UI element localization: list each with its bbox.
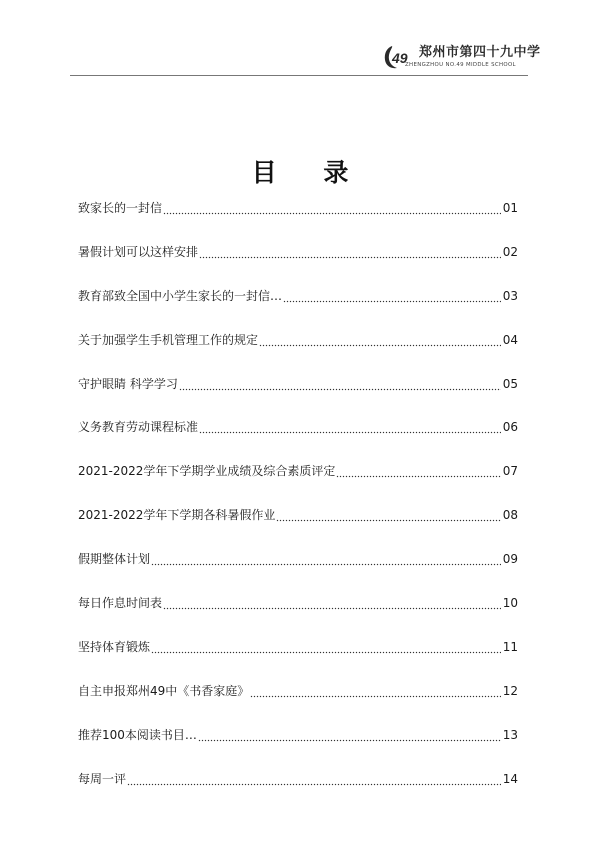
toc-entry-title: 推荐100本阅读书目… xyxy=(78,727,197,742)
toc-dot-leader xyxy=(151,552,501,566)
toc-dot-leader xyxy=(151,640,501,654)
school-name-en: ZHENGZHOU NO.49 MIDDLE SCHOOL xyxy=(405,62,516,68)
toc-dot-leader xyxy=(179,377,501,391)
toc-entry-title: 2021-2022学年下学期各科暑假作业 xyxy=(78,508,276,523)
toc-dot-leader xyxy=(163,596,501,610)
toc-entry xyxy=(78,757,518,801)
toc-entry-page: 14 xyxy=(502,771,518,786)
toc-dot-leader xyxy=(336,464,500,478)
toc-entry xyxy=(78,362,518,406)
toc-entry-page: 11 xyxy=(502,639,518,654)
toc-entry-page: 12 xyxy=(502,683,518,698)
toc-entry-title: 坚持体育锻炼 xyxy=(78,639,151,654)
toc-entry-page: 08 xyxy=(502,508,518,523)
toc-entry-page: 13 xyxy=(502,727,518,742)
school-name-cn: 郑州市第四十九中学 xyxy=(419,45,541,60)
toc-entry-title: 义务教育劳动课程标准 xyxy=(78,420,199,435)
table-of-contents xyxy=(78,186,518,800)
toc-dot-leader xyxy=(250,684,500,698)
toc-dot-leader xyxy=(198,728,501,742)
toc-entry-title: 关于加强学生手机管理工作的规定 xyxy=(78,332,259,347)
toc-entry xyxy=(78,713,518,757)
toc-entry xyxy=(78,449,518,493)
toc-entry xyxy=(78,581,518,625)
toc-dot-leader xyxy=(127,772,501,786)
toc-entry xyxy=(78,493,518,537)
toc-entry xyxy=(78,537,518,581)
logo-number: 49 xyxy=(392,50,408,66)
toc-entry-title: 教育部致全国中小学生家长的一封信… xyxy=(78,288,283,303)
toc-entry-page: 03 xyxy=(502,288,518,303)
toc-dot-leader xyxy=(163,201,501,215)
toc-dot-leader xyxy=(259,333,501,347)
toc-entry-title: 2021-2022学年下学期学业成绩及综合素质评定 xyxy=(78,464,336,479)
toc-entry-page: 04 xyxy=(502,332,518,347)
toc-entry-title: 自主申报郑州49中《书香家庭》 xyxy=(78,683,250,698)
toc-dot-leader xyxy=(199,245,501,259)
toc-entry xyxy=(78,625,518,669)
toc-dot-leader xyxy=(199,420,501,434)
toc-entry-page: 07 xyxy=(502,464,518,479)
toc-entry xyxy=(78,318,518,362)
toc-entry xyxy=(78,669,518,713)
toc-entry-title: 守护眼睛 科学学习 xyxy=(78,376,178,391)
toc-dot-leader xyxy=(276,508,500,522)
header-divider xyxy=(70,75,528,76)
toc-entry-page: 10 xyxy=(502,595,518,610)
page-header xyxy=(0,0,600,80)
toc-dot-leader xyxy=(283,289,501,303)
toc-entry xyxy=(78,274,518,318)
toc-entry xyxy=(78,186,518,230)
toc-entry-page: 02 xyxy=(502,244,518,259)
toc-entry-title: 暑假计划可以这样安排 xyxy=(78,244,199,259)
toc-entry-page: 01 xyxy=(502,200,518,215)
page-title: 目 录 xyxy=(251,157,368,187)
toc-entry-page: 09 xyxy=(502,552,518,567)
toc-entry-page: 05 xyxy=(502,376,518,391)
toc-entry-page: 06 xyxy=(502,420,518,435)
toc-entry-title: 假期整体计划 xyxy=(78,552,151,567)
toc-entry-title: 每周一评 xyxy=(78,771,127,786)
toc-entry-title: 致家长的一封信 xyxy=(78,200,163,215)
toc-entry xyxy=(78,230,518,274)
toc-entry xyxy=(78,405,518,449)
toc-entry-title: 每日作息时间表 xyxy=(78,595,163,610)
